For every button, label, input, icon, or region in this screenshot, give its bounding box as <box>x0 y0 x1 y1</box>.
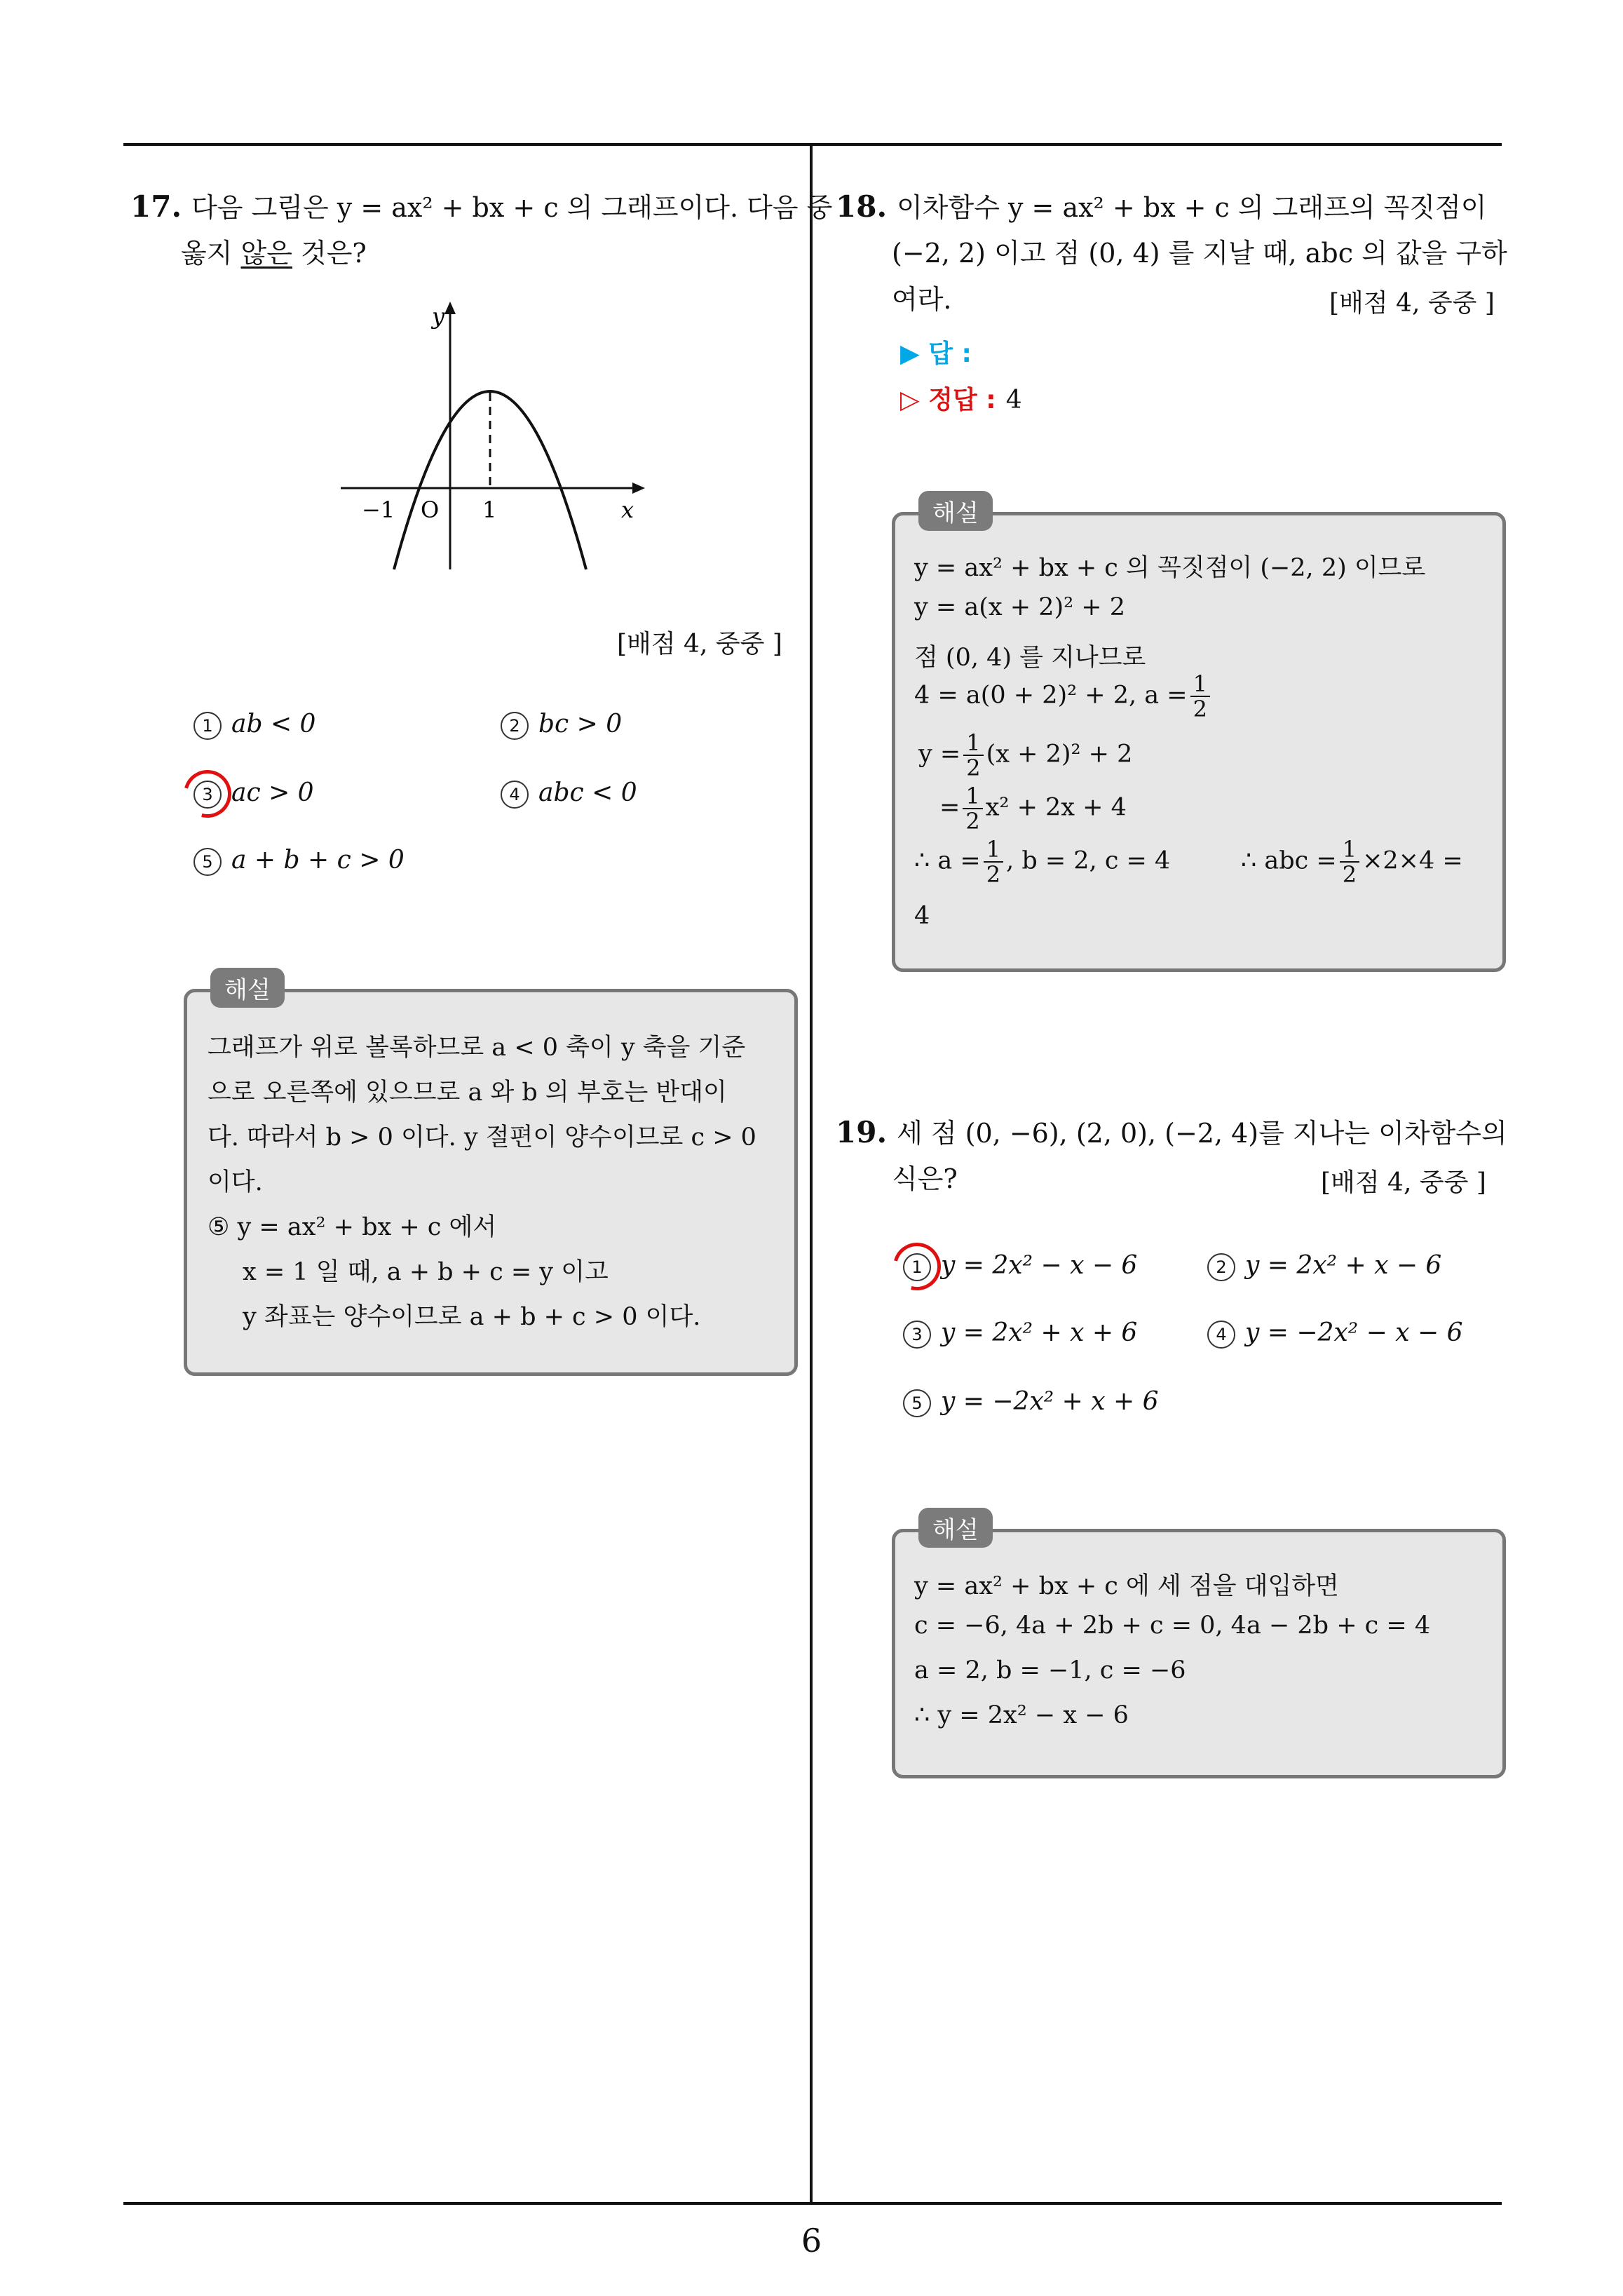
q18-exp-line1: y = ax² + bx + c 의 꼭짓점이 (−2, 2) 이므로 <box>914 554 1426 582</box>
q17-underlined-word: 않은 <box>240 238 292 269</box>
q18-exp-line4: 4 = a(0 + 2)² + 2, a = $\frac{1}{2}$ <box>914 672 1213 721</box>
q17-choice-5[interactable]: 5 a + b + c > 0 <box>193 846 405 876</box>
q19-line2: 식은? <box>892 1163 958 1194</box>
q19-score: [배점 4, 중중 ] <box>1321 1168 1486 1197</box>
one-label: 1 <box>482 497 497 523</box>
neg-one-label: −1 <box>362 497 395 523</box>
q17-parabola-graph <box>330 295 652 575</box>
q17-line1: 17. 다음 그림은 y = ax² + bx + c 의 그래프이다. 다음 중 <box>130 189 833 224</box>
x-axis-arrow-icon <box>632 482 645 494</box>
q18-exp-line2: y = a(x + 2)² + 2 <box>914 593 1125 621</box>
top-rule <box>123 143 1502 146</box>
column-divider <box>810 144 813 2203</box>
q17-line2: 옳지 않은 것은? <box>181 238 367 269</box>
q18-exp-line8: 4 <box>914 902 930 930</box>
q18-exp-line5: y = $\frac{1}{2}$ (x + 2)² + 2 <box>918 729 1133 781</box>
q19-exp-line: a = 2, b = −1, c = −6 <box>914 1656 1186 1684</box>
q18-correct-answer: ▷ 정답 : 4 <box>900 386 1022 414</box>
q17-score: [배점 4, 중중 ] <box>617 630 782 659</box>
q19-choice-4[interactable]: 4 y = −2x² − x − 6 <box>1207 1318 1463 1349</box>
q17-exp-line: 으로 오른쪽에 있으므로 a 와 b 의 부호는 반대이 <box>208 1079 727 1107</box>
y-axis-label: y <box>432 303 445 330</box>
q19-exp-line: c = −6, 4a + 2b + c = 0, 4a − 2b + c = 4 <box>914 1612 1431 1640</box>
q18-score: [배점 4, 중중 ] <box>1329 289 1495 318</box>
q17-choice-3[interactable]: 3 ac > 0 <box>193 778 314 809</box>
q17-answer-mark <box>175 762 240 827</box>
q19-exp-line: y = ax² + bx + c 에 세 점을 대입하면 <box>914 1572 1339 1600</box>
q18-exp-line7: ∴ a = $\frac{1}{2}$ , b = 2, c = 4 <box>914 836 1171 888</box>
q18-answer-label[interactable]: ▶ 답 : <box>900 339 972 368</box>
q19-choice-3[interactable]: 3 y = 2x² + x + 6 <box>903 1318 1137 1349</box>
q18-exp-line3: 점 (0, 4) 를 지나므로 <box>914 644 1146 672</box>
q17-exp-line: 다. 따라서 b > 0 이다. y 절편이 양수이므로 c > 0 <box>208 1123 756 1152</box>
q18-number: 18. <box>836 189 888 224</box>
q17-exp-line: 그래프가 위로 볼록하므로 a < 0 축이 y 축을 기준 <box>208 1034 746 1062</box>
q17-choice-1[interactable]: 1 ab < 0 <box>193 710 315 740</box>
q17-explanation-tag: 해설 <box>210 968 285 1008</box>
q19-explanation-tag: 해설 <box>918 1508 993 1548</box>
q19-exp-line: ∴ y = 2x² − x − 6 <box>914 1701 1129 1729</box>
q19-number: 19. <box>836 1115 888 1149</box>
x-axis-label: x <box>621 497 634 523</box>
q18-exp-line7b: ∴ abc = $\frac{1}{2}$ ×2×4 = <box>1241 836 1463 888</box>
q18-line2: (−2, 2) 이고 점 (0, 4) 를 지날 때, abc 의 값을 구하 <box>892 238 1507 269</box>
bottom-rule <box>123 2202 1502 2205</box>
q17-exp-line: x = 1 일 때, a + b + c = y 이고 <box>243 1258 609 1286</box>
origin-label: O <box>421 497 440 523</box>
q17-exp-line: 이다. <box>208 1168 263 1196</box>
q18-line1: 18. 이차함수 y = ax² + bx + c 의 그래프의 꼭짓점이 <box>836 189 1487 224</box>
q17-number: 17. <box>130 189 182 224</box>
q17-exp-line: ⑤ y = ax² + bx + c 에서 <box>208 1213 497 1241</box>
q19-line1: 19. 세 점 (0, −6), (2, 0), (−2, 4)를 지나는 이차함수의 <box>836 1115 1507 1149</box>
page-number: 6 <box>801 2222 822 2260</box>
q19-choice-1[interactable]: 1 y = 2x² − x − 6 <box>903 1251 1137 1281</box>
q17-choice-4[interactable]: 4 abc < 0 <box>501 778 637 809</box>
q18-exp-line6: = $\frac{1}{2}$ x² + 2x + 4 <box>939 783 1127 835</box>
q18-explanation-tag: 해설 <box>918 491 993 531</box>
q19-answer-mark <box>885 1234 950 1299</box>
q17-choice-2[interactable]: 2 bc > 0 <box>501 710 622 740</box>
q17-exp-line: y 좌표는 양수이므로 a + b + c > 0 이다. <box>243 1303 701 1331</box>
q19-choice-5[interactable]: 5 y = −2x² + x + 6 <box>903 1387 1159 1417</box>
q19-choice-2[interactable]: 2 y = 2x² + x − 6 <box>1207 1251 1441 1281</box>
q18-line3: 여라. <box>892 284 952 315</box>
y-axis-arrow-icon <box>444 302 456 314</box>
